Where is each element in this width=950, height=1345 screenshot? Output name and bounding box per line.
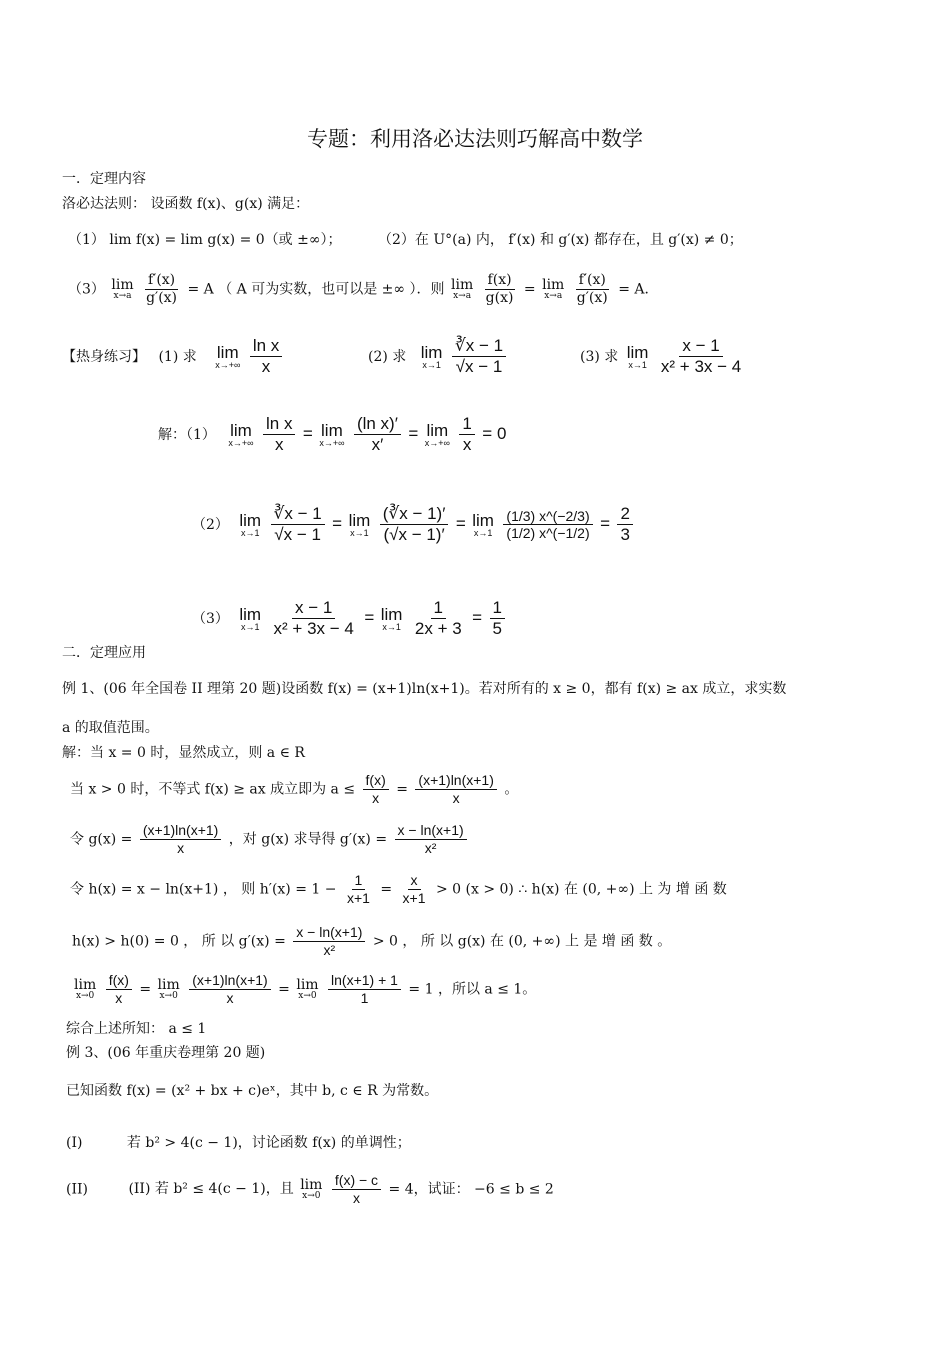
- fraction: $\frac{∛x - 1}{√x - 1}$: [452, 336, 506, 378]
- limit-operator: lim x→a: [450, 276, 474, 301]
- limit-operator: lim x→a: [542, 276, 565, 301]
- solution-line-3: 令 g(x) = $\frac{(x+1)\ln(x+1)}{x}$ ，对 g(x) 求导得 g′(x) = $\frac{x - \ln(x+1)}{\text{x²}}$: [70, 822, 470, 857]
- limit-operator: lim x→1: [239, 604, 262, 632]
- limit-operator: lim x→+∞: [319, 420, 345, 448]
- fraction: $\frac{(∛x - 1)'}{(√x - 1)'}$: [380, 504, 449, 546]
- warmup-label: 【热身练习】: [62, 348, 146, 365]
- solution-2: （2） lim x→1 $\frac{∛x - 1}{√x - 1}$ = lim x→1 $\frac{(∛x - 1)'}{(√x - 1)'}$ = lim x→1 $\frac{(1/3) x\^{}(-2/3)}{(1/2) x\^{}(-1/2)}$ = $\frac{2}{3}$: [192, 504, 636, 546]
- example-3-part-2: (II) (II) 若 b² ≤ 4(c − 1)，且 lim x→0 $\frac{f(x) - c}{x}$ = 4，试证： −6 ≤ b ≤ 2: [66, 1172, 554, 1206]
- fraction: $\frac{2}{3}$: [617, 504, 632, 546]
- limit-operator: lim x→0: [74, 976, 97, 1001]
- solution-line-6: lim x→0 $\frac{f(x)}{x}$ = lim x→0 $\frac{(x+1)\ln(x+1)}{x}$ = lim x→0 $\frac{\ln(x+1) + 1}{1}$ = 1 ，所以 a ≤ 1。: [74, 972, 537, 1006]
- fraction: $\frac{x - \ln(x+1)}{\text{x²}}$: [293, 924, 365, 959]
- fraction: $\frac{x - 1}{\text{x² + 3x − 4}}$: [660, 336, 742, 377]
- page-title: 专题：利用洛必达法则巧解高中数学: [307, 127, 643, 151]
- example-1-line-2: a 的取值范围。: [62, 720, 159, 736]
- fraction: $\frac{f'(x)}{g'(x)}$: [576, 272, 608, 306]
- fraction: $\frac{1}{2x + 3}$: [414, 598, 462, 639]
- warmup-row: [62, 336, 285, 378]
- limit-operator: lim x→1: [420, 342, 443, 370]
- limit-operator: lim x→0: [300, 1176, 323, 1201]
- fraction: $\frac{\text{(ln x)′}}{x'}$: [354, 414, 401, 456]
- fraction: $\frac{x}{x+1}$: [402, 872, 426, 906]
- solution-line-5: h(x) > h(0) = 0 ， 所 以 g′(x) = $\frac{x - \ln(x+1)}{\text{x²}}$ > 0 ， 所 以 g(x) 在 (0, +∞) 上 是 增 函 数 。: [72, 924, 672, 958]
- fraction: $\frac{\text{ln x}}{x}$: [250, 336, 282, 378]
- limit-operator: lim x→1: [348, 510, 371, 538]
- condition-2: （2）在 U°(a) 内， f′(x) 和 g′(x) 都存在，且 g′(x) ≠ 0；: [378, 232, 743, 248]
- warmup-p2: (2) 求 lim x→1 $\frac{∛x - 1}{√x - 1}$: [368, 336, 509, 378]
- solution-line-1: 解：当 x = 0 时，显然成立，则 a ∈ R: [62, 745, 305, 761]
- section-heading-application: 二．定理应用: [62, 645, 146, 661]
- fraction: $\frac{f(x) - c}{x}$: [332, 1172, 381, 1207]
- limit-operator: lim x→+∞: [424, 420, 450, 448]
- fraction: $\frac{(x+1)\ln(x+1)}{x}$: [189, 972, 270, 1007]
- example-3-given: 已知函数 f(x) = (x² + bx + c)eˣ，其中 b, c ∈ R 为常数。: [66, 1083, 439, 1099]
- fraction: $\frac{∛x - 1}{√x - 1}$: [271, 504, 325, 546]
- solution-line-2: 当 x > 0 时，不等式 f(x) ≥ ax 成立即为 a ≤ $\frac{f(x)}{x}$ = $\frac{(x+1)\ln(x+1)}{x}$ 。: [70, 772, 519, 806]
- limit-operator: lim x→a: [111, 276, 134, 301]
- fraction: $\frac{(x+1)\ln(x+1)}{x}$: [140, 822, 221, 857]
- limit-operator: lim x→0: [157, 976, 180, 1001]
- fraction: $\frac{x - \ln(x+1)}{\text{x²}}$: [395, 822, 467, 857]
- example-3-title: 例 3、(06 年重庆卷理第 20 题): [66, 1045, 266, 1061]
- fraction: $\frac{\ln(x+1) + 1}{1}$: [328, 972, 401, 1007]
- limit-operator: lim x→+∞: [215, 342, 241, 370]
- fraction: $\frac{f(x)}{x}$: [363, 772, 389, 807]
- fraction: $\frac{1}{5}$: [490, 598, 505, 640]
- section-heading-theorem: 一．定理内容: [62, 171, 146, 187]
- condition-1: （1） lim f(x) = lim g(x) = 0（或 ±∞）；: [68, 232, 342, 248]
- fraction: $\frac{x - 1}{\text{x² + 3x − 4}}$: [273, 598, 354, 639]
- fraction: $\frac{1}{x}$: [459, 414, 474, 456]
- example-3-part-1: (I) 若 b² > 4(c − 1)，讨论函数 f(x) 的单调性；: [66, 1135, 411, 1151]
- limit-operator: lim x→1: [626, 342, 649, 370]
- rule-intro: 洛必达法则： 设函数 f(x)、g(x) 满足：: [62, 196, 310, 212]
- limit-operator: lim x→+∞: [228, 420, 254, 448]
- warmup-p3: (3) 求 lim x→1 $\frac{x - 1}{\text{x² + 3x − 4}}$: [580, 336, 747, 378]
- cond3-label: （3）: [68, 281, 105, 298]
- fraction: $\frac{f'(x)}{g'(x)}$: [146, 272, 178, 306]
- fraction: $\frac{1}{x+1}$: [346, 872, 370, 906]
- example-1-line-1: 例 1、(06 年全国卷 II 理第 20 题)设函数 f(x) = (x+1)ln(x+1)。若对所有的 x ≥ 0，都有 f(x) ≥ ax 成立，求实数: [62, 681, 787, 697]
- solution-line-4: 令 h(x) = x − ln(x+1) ， 则 h′(x) = 1 − $\frac{1}{x+1}$ = $\frac{x}{x+1}$ > 0 (x > 0) ∴ h(x) 在 (0, +∞) 上 为 增 函 数: [70, 872, 727, 906]
- fraction: $\frac{(x+1)\ln(x+1)}{x}$: [415, 772, 496, 807]
- fraction: $\frac{f(x)}{g(x)}$: [485, 272, 514, 306]
- condition-3: （3） lim x→a $\frac{f'(x)}{g'(x)}$ = A （ A 可为实数，也可以是 ±∞ ）．则 lim x→a $\frac{f(x)}{g(x)}$ = lim x→a $\frac{f'(x)}{g'(x)}$ = A．: [68, 272, 659, 306]
- summary-line: 综合上述所知： a ≤ 1: [66, 1021, 207, 1037]
- solution-1: 解：（1） lim x→+∞ $\frac{\text{ln x}}{x}$ = lim x→+∞ $\frac{\text{(ln x)′}}{x'}$ = lim x→+∞ $\frac{1}{x}$ = 0: [158, 414, 507, 455]
- fraction: $\frac{(1/3) x\^{}(-2/3)}{(1/2) x\^{}(-1/2)}$: [503, 508, 592, 543]
- limit-operator: lim x→1: [239, 510, 262, 538]
- cond3-mid-text: = A （ A 可为实数，也可以是 ±∞ ）．则: [187, 281, 445, 298]
- warmup-p1-label: (1) 求: [158, 348, 197, 365]
- limit-operator: lim x→1: [380, 604, 403, 632]
- fraction: $\frac{f(x)}{x}$: [106, 972, 132, 1007]
- limit-operator: lim x→0: [296, 976, 319, 1001]
- fraction: $\frac{\text{ln x}}{x}$: [263, 414, 295, 456]
- solution-3: （3） lim x→1 $\frac{x - 1}{\text{x² + 3x − 4}}$ = lim x→1 $\frac{1}{2x + 3}$ = $\frac{1}{5}$: [192, 598, 508, 640]
- limit-operator: lim x→1: [472, 510, 494, 538]
